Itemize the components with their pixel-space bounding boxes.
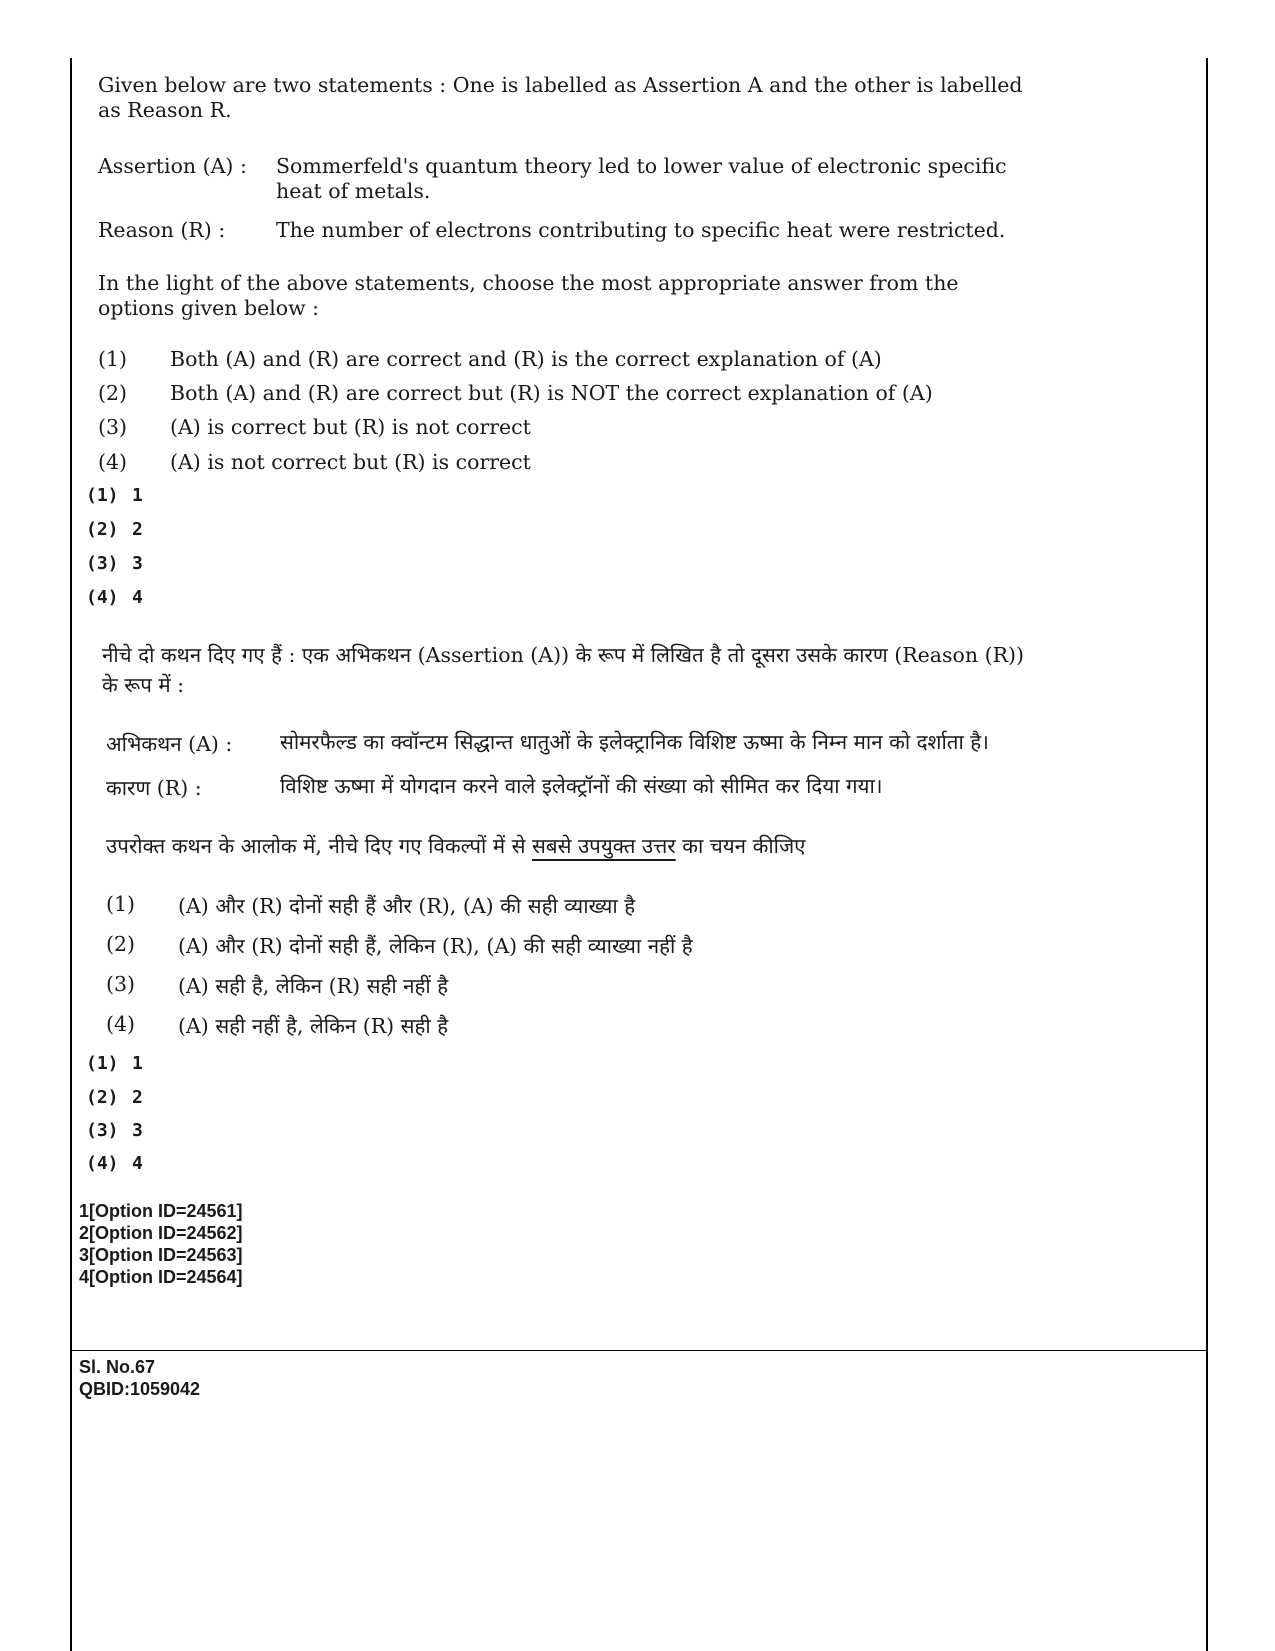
assertion-row-english — [98, 154, 1026, 204]
option-id: 3[Option ID=24563] — [79, 1245, 243, 1265]
option-number: (3) — [106, 972, 136, 996]
option-number: (3) — [98, 415, 128, 439]
answer-value: 1 — [132, 1053, 143, 1074]
answer-number: (3) — [86, 553, 119, 574]
option-number: (1) — [98, 347, 128, 371]
hindi-option-1 — [106, 892, 635, 920]
answer-value: 2 — [132, 1087, 143, 1108]
assertion-label: अभिकथन (A) : — [106, 732, 233, 756]
option-text: (A) सही है, लेकिन (R) सही नहीं है — [178, 974, 449, 998]
option-text: Both (A) and (R) are correct but (R) is NOT the correct explanation of (A) — [170, 381, 933, 405]
answer-choice-4[interactable] — [86, 587, 143, 608]
answer-value: 4 — [132, 587, 143, 608]
statement-option-3 — [98, 415, 531, 439]
question-divider — [70, 1350, 1208, 1351]
instruction-text: उपरोक्त कथन के आलोक में, नीचे दिए गए विकल्पों में से — [106, 834, 532, 858]
question-intro-english: Given below are two statements : One is labelled as Assertion A and the other is labelled as Reason R. — [98, 73, 1023, 122]
hindi-option-4 — [106, 1012, 448, 1040]
answer-choice-3[interactable] — [86, 1120, 143, 1141]
option-number: (4) — [106, 1012, 136, 1036]
option-text: (A) सही नहीं है, लेकिन (R) सही है — [178, 1014, 449, 1038]
right-border — [1206, 58, 1208, 1651]
answer-number: (4) — [86, 1153, 119, 1174]
reason-text: विशिष्ट ऊष्मा में योगदान करने वाले इलेक्ट्रॉनों की संख्या को सीमित कर दिया गया। — [280, 774, 883, 798]
next-question-header — [79, 1356, 200, 1400]
serial-number: Sl. No.67 — [79, 1357, 156, 1377]
option-id-list — [79, 1200, 243, 1288]
answer-choice-3[interactable] — [86, 553, 143, 574]
option-number: (4) — [98, 450, 128, 474]
answer-value: 2 — [132, 519, 143, 540]
answer-number: (1) — [86, 1053, 119, 1074]
option-id: 4[Option ID=24564] — [79, 1267, 243, 1287]
option-text: (A) is not correct but (R) is correct — [170, 450, 531, 474]
statement-option-4 — [98, 450, 531, 474]
reason-label: Reason (R) : — [98, 218, 226, 242]
statement-option-2 — [98, 381, 933, 405]
assertion-label: Assertion (A) : — [98, 154, 247, 178]
option-text: (A) और (R) दोनों सही हैं और (R), (A) की सही व्याख्या है — [178, 894, 636, 918]
question-intro-hindi-line1: नीचे दो कथन दिए गए हैं : एक अभिकथन (Assertion (A)) के रूप में लिखित है तो दूसरा उसके कारण (Reason (R)) — [102, 643, 1025, 667]
answer-number: (3) — [86, 1120, 119, 1141]
instruction-underlined: सबसे उपयुक्त उत्तर — [532, 834, 676, 858]
answer-value: 3 — [132, 1120, 143, 1141]
reason-row-hindi — [106, 774, 1080, 802]
option-id: 2[Option ID=24562] — [79, 1223, 243, 1243]
answer-choice-1[interactable] — [86, 485, 143, 506]
instruction-english: In the light of the above statements, choose the most appropriate answer from the options given below : — [98, 271, 959, 320]
option-number: (2) — [106, 932, 136, 956]
option-id: 1[Option ID=24561] — [79, 1201, 243, 1221]
hindi-option-3 — [106, 972, 448, 1000]
answer-choice-2[interactable] — [86, 1087, 143, 1108]
answer-choice-2[interactable] — [86, 519, 143, 540]
answer-choice-1[interactable] — [86, 1053, 143, 1074]
option-text: (A) is correct but (R) is not correct — [170, 415, 531, 439]
option-text: (A) और (R) दोनों सही हैं, लेकिन (R), (A) की सही व्याख्या नहीं है — [178, 934, 693, 958]
left-border — [70, 58, 72, 1651]
assertion-text: Sommerfeld's quantum theory led to lower value of electronic specific heat of metals. — [276, 154, 1007, 203]
answer-choice-4[interactable] — [86, 1153, 143, 1174]
answer-number: (4) — [86, 587, 119, 608]
answer-number: (2) — [86, 519, 119, 540]
answer-value: 3 — [132, 553, 143, 574]
reason-text: The number of electrons contributing to specific heat were restricted. — [276, 218, 1006, 242]
answer-number: (2) — [86, 1087, 119, 1108]
answer-number: (1) — [86, 485, 119, 506]
hindi-option-2 — [106, 932, 693, 960]
reason-row-english — [98, 218, 1026, 243]
question-bank-id: QBID:1059042 — [79, 1379, 201, 1399]
answer-value: 4 — [132, 1153, 143, 1174]
option-text: Both (A) and (R) are correct and (R) is the correct explanation of (A) — [170, 347, 882, 371]
reason-label: कारण (R) : — [106, 776, 202, 800]
instruction-text: का चयन कीजिए — [675, 834, 806, 858]
answer-value: 1 — [132, 485, 143, 506]
assertion-text: सोमरफैल्ड का क्वॉन्टम सिद्धान्त धातुओं के इलेक्ट्रानिक विशिष्ट ऊष्मा के निम्न मान को दर्शाता है। — [280, 730, 989, 754]
assertion-row-hindi — [106, 730, 1080, 758]
option-number: (1) — [106, 892, 136, 916]
option-number: (2) — [98, 381, 128, 405]
question-intro-hindi-line2: के रूप में : — [102, 673, 185, 697]
instruction-hindi — [106, 832, 806, 860]
statement-option-1 — [98, 347, 882, 371]
